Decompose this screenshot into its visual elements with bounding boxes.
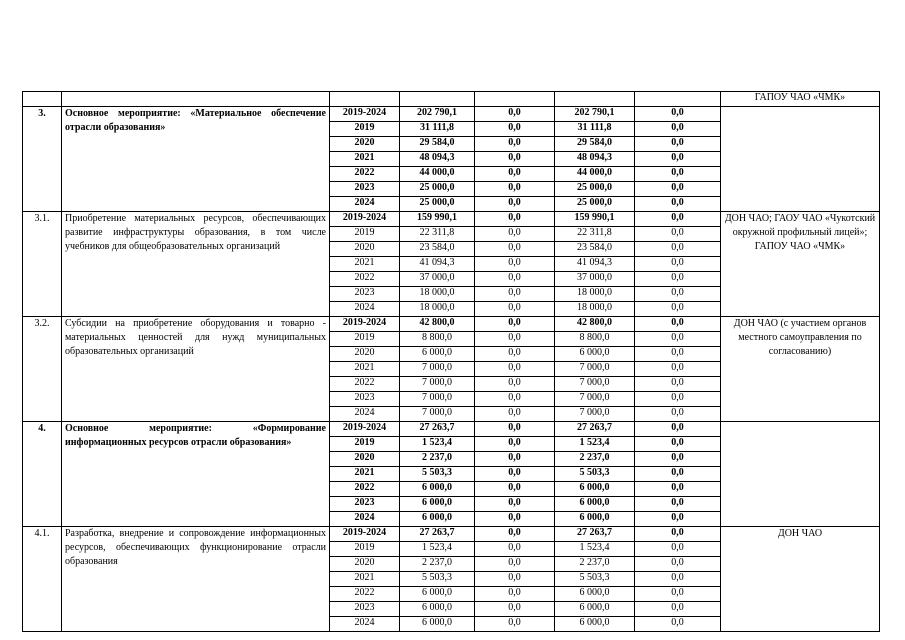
- total-cell: 5 503,3: [400, 572, 475, 587]
- table-row: [23, 107, 880, 122]
- table-row: [23, 527, 880, 542]
- total-cell: 23 584,0: [400, 242, 475, 257]
- other-cell: 0,0: [635, 167, 721, 182]
- federal-cell: 0,0: [475, 452, 555, 467]
- item-number: 3.2.: [23, 317, 62, 422]
- total-cell: 6 000,0: [400, 497, 475, 512]
- other-cell: 0,0: [635, 452, 721, 467]
- other-cell: 0,0: [635, 557, 721, 572]
- regional-cell: 2 237,0: [555, 452, 635, 467]
- total-cell: 7 000,0: [400, 362, 475, 377]
- federal-cell: 0,0: [475, 392, 555, 407]
- federal-cell: 0,0: [475, 272, 555, 287]
- total-cell: 202 790,1: [400, 107, 475, 122]
- other-cell: 0,0: [635, 497, 721, 512]
- regional-cell: 7 000,0: [555, 362, 635, 377]
- regional-cell: 6 000,0: [555, 602, 635, 617]
- total-cell: 22 311,8: [400, 227, 475, 242]
- other-cell: 0,0: [635, 347, 721, 362]
- year-cell: 2024: [330, 197, 400, 212]
- year-cell: 2019: [330, 437, 400, 452]
- other-cell: 0,0: [635, 407, 721, 422]
- federal-cell: 0,0: [475, 107, 555, 122]
- year-cell: 2023: [330, 497, 400, 512]
- other-cell: 0,0: [635, 392, 721, 407]
- responsible-cell: ДОН ЧАО; ГАОУ ЧАО «Чукотский окружной профильный лицей»; ГАПОУ ЧАО «ЧМК»: [721, 212, 880, 317]
- regional-cell: 159 990,1: [555, 212, 635, 227]
- year-cell: 2021: [330, 362, 400, 377]
- other-cell: 0,0: [635, 242, 721, 257]
- federal-cell: 0,0: [475, 422, 555, 437]
- regional-cell: 42 800,0: [555, 317, 635, 332]
- year-cell: 2019-2024: [330, 527, 400, 542]
- year-cell: 2023: [330, 287, 400, 302]
- regional-cell: 41 094,3: [555, 257, 635, 272]
- other-cell: 0,0: [635, 377, 721, 392]
- regional-cell: 5 503,3: [555, 572, 635, 587]
- regional-cell: 27 263,7: [555, 422, 635, 437]
- year-cell: 2020: [330, 137, 400, 152]
- regional-cell: 6 000,0: [555, 512, 635, 527]
- federal-cell: 0,0: [475, 467, 555, 482]
- total-cell: 1 523,4: [400, 542, 475, 557]
- federal-cell: 0,0: [475, 602, 555, 617]
- year-cell: 2019-2024: [330, 107, 400, 122]
- federal-cell: 0,0: [475, 377, 555, 392]
- total-cell: 6 000,0: [400, 587, 475, 602]
- year-cell: 2022: [330, 167, 400, 182]
- item-number: 4.1.: [23, 527, 62, 632]
- year-cell: 2023: [330, 392, 400, 407]
- total-cell: 29 584,0: [400, 137, 475, 152]
- regional-cell: 7 000,0: [555, 377, 635, 392]
- regional-cell: 1 523,4: [555, 542, 635, 557]
- federal-cell: 0,0: [475, 212, 555, 227]
- federal-cell: 0,0: [475, 227, 555, 242]
- year-cell: 2024: [330, 407, 400, 422]
- other-cell: 0,0: [635, 287, 721, 302]
- federal-cell: 0,0: [475, 497, 555, 512]
- federal-cell: 0,0: [475, 137, 555, 152]
- federal-cell: 0,0: [475, 587, 555, 602]
- table-row: [23, 317, 880, 332]
- other-cell: 0,0: [635, 527, 721, 542]
- regional-cell: 6 000,0: [555, 617, 635, 632]
- other-cell: 0,0: [635, 422, 721, 437]
- total-cell: 25 000,0: [400, 197, 475, 212]
- regional-cell: 6 000,0: [555, 482, 635, 497]
- federal-cell: 0,0: [475, 317, 555, 332]
- total-cell: 27 263,7: [400, 527, 475, 542]
- total-cell: 1 523,4: [400, 437, 475, 452]
- year-cell: 2021: [330, 257, 400, 272]
- regional-cell: 5 503,3: [555, 467, 635, 482]
- other-cell: 0,0: [635, 437, 721, 452]
- federal-cell: 0,0: [475, 152, 555, 167]
- responsible-cell: [721, 422, 880, 527]
- federal-cell: 0,0: [475, 287, 555, 302]
- item-title: Приобретение материальных ресурсов, обеспечивающих развитие инфраструктуры образования, в том числе учебников для общеобразовательных организаций: [62, 212, 330, 317]
- regional-cell: 22 311,8: [555, 227, 635, 242]
- federal-cell: 0,0: [475, 617, 555, 632]
- total-cell: 31 111,8: [400, 122, 475, 137]
- year-cell: 2023: [330, 182, 400, 197]
- year-cell: 2022: [330, 377, 400, 392]
- program-table: [22, 91, 880, 632]
- federal-cell: 0,0: [475, 242, 555, 257]
- item-number: 3.: [23, 107, 62, 212]
- federal-cell: 0,0: [475, 437, 555, 452]
- regional-cell: 18 000,0: [555, 287, 635, 302]
- table-row: [23, 212, 880, 227]
- year-cell: 2020: [330, 557, 400, 572]
- regional-cell: 25 000,0: [555, 197, 635, 212]
- total-cell: 25 000,0: [400, 182, 475, 197]
- federal-cell: 0,0: [475, 512, 555, 527]
- year-cell: 2022: [330, 482, 400, 497]
- total-cell: 8 800,0: [400, 332, 475, 347]
- responsible-cell: ДОН ЧАО: [721, 527, 880, 632]
- regional-cell: 2 237,0: [555, 557, 635, 572]
- federal-cell: 0,0: [475, 362, 555, 377]
- regional-cell: 48 094,3: [555, 152, 635, 167]
- year-cell: 2020: [330, 242, 400, 257]
- item-number: 4.: [23, 422, 62, 527]
- regional-cell: 8 800,0: [555, 332, 635, 347]
- year-cell: 2019: [330, 227, 400, 242]
- table-row: [23, 422, 880, 437]
- other-cell: 0,0: [635, 257, 721, 272]
- year-cell: 2019-2024: [330, 317, 400, 332]
- regional-cell: 27 263,7: [555, 527, 635, 542]
- regional-cell: 29 584,0: [555, 137, 635, 152]
- year-cell: 2022: [330, 587, 400, 602]
- item-number: 3.1.: [23, 212, 62, 317]
- total-cell: 41 094,3: [400, 257, 475, 272]
- other-cell: 0,0: [635, 587, 721, 602]
- federal-cell: 0,0: [475, 257, 555, 272]
- regional-cell: 202 790,1: [555, 107, 635, 122]
- other-cell: 0,0: [635, 212, 721, 227]
- year-cell: 2020: [330, 452, 400, 467]
- item-title: Субсидии на приобретение оборудования и товарно - материальных ценностей для нужд муниципальных образовательных организаций: [62, 317, 330, 422]
- total-cell: 6 000,0: [400, 347, 475, 362]
- total-cell: 6 000,0: [400, 617, 475, 632]
- other-cell: 0,0: [635, 272, 721, 287]
- total-cell: 7 000,0: [400, 392, 475, 407]
- year-cell: 2019-2024: [330, 212, 400, 227]
- other-cell: 0,0: [635, 602, 721, 617]
- other-cell: 0,0: [635, 332, 721, 347]
- year-cell: 2022: [330, 272, 400, 287]
- year-cell: 2019-2024: [330, 422, 400, 437]
- total-cell: 5 503,3: [400, 467, 475, 482]
- year-cell: 2023: [330, 602, 400, 617]
- responsible-cell: ДОН ЧАО (с участием органов местного самоуправления по согласованию): [721, 317, 880, 422]
- year-cell: 2024: [330, 617, 400, 632]
- other-cell: 0,0: [635, 227, 721, 242]
- other-cell: 0,0: [635, 542, 721, 557]
- responsible-cell: [721, 107, 880, 212]
- federal-cell: 0,0: [475, 542, 555, 557]
- other-cell: 0,0: [635, 122, 721, 137]
- year-cell: 2024: [330, 512, 400, 527]
- item-title: Основное мероприятие: «Формирование информационных ресурсов отрасли образования»: [62, 422, 330, 527]
- total-cell: 6 000,0: [400, 512, 475, 527]
- other-cell: 0,0: [635, 467, 721, 482]
- total-cell: 37 000,0: [400, 272, 475, 287]
- total-cell: 6 000,0: [400, 602, 475, 617]
- regional-cell: 7 000,0: [555, 407, 635, 422]
- total-cell: 18 000,0: [400, 302, 475, 317]
- item-title: Разработка, внедрение и сопровождение информационных ресурсов, обеспечивающих функционирование отрасли образования: [62, 527, 330, 632]
- total-cell: 2 237,0: [400, 557, 475, 572]
- year-cell: 2019: [330, 332, 400, 347]
- total-cell: 7 000,0: [400, 377, 475, 392]
- federal-cell: 0,0: [475, 347, 555, 362]
- regional-cell: 7 000,0: [555, 392, 635, 407]
- total-cell: 18 000,0: [400, 287, 475, 302]
- year-cell: 2021: [330, 467, 400, 482]
- other-cell: 0,0: [635, 512, 721, 527]
- regional-cell: 1 523,4: [555, 437, 635, 452]
- year-cell: 2019: [330, 122, 400, 137]
- federal-cell: 0,0: [475, 557, 555, 572]
- federal-cell: 0,0: [475, 482, 555, 497]
- year-cell: 2021: [330, 152, 400, 167]
- year-cell: 2020: [330, 347, 400, 362]
- other-cell: 0,0: [635, 182, 721, 197]
- federal-cell: 0,0: [475, 197, 555, 212]
- federal-cell: 0,0: [475, 572, 555, 587]
- total-cell: 7 000,0: [400, 407, 475, 422]
- year-cell: 2019: [330, 542, 400, 557]
- regional-cell: 23 584,0: [555, 242, 635, 257]
- other-cell: 0,0: [635, 152, 721, 167]
- federal-cell: 0,0: [475, 527, 555, 542]
- regional-cell: 25 000,0: [555, 182, 635, 197]
- regional-cell: 6 000,0: [555, 587, 635, 602]
- total-cell: 2 237,0: [400, 452, 475, 467]
- federal-cell: 0,0: [475, 407, 555, 422]
- other-cell: 0,0: [635, 302, 721, 317]
- other-cell: 0,0: [635, 482, 721, 497]
- regional-cell: 44 000,0: [555, 167, 635, 182]
- other-cell: 0,0: [635, 137, 721, 152]
- regional-cell: 37 000,0: [555, 272, 635, 287]
- other-cell: 0,0: [635, 362, 721, 377]
- federal-cell: 0,0: [475, 302, 555, 317]
- total-cell: 159 990,1: [400, 212, 475, 227]
- year-cell: 2021: [330, 572, 400, 587]
- regional-cell: 6 000,0: [555, 497, 635, 512]
- other-cell: 0,0: [635, 617, 721, 632]
- regional-cell: 6 000,0: [555, 347, 635, 362]
- other-cell: 0,0: [635, 197, 721, 212]
- total-cell: 42 800,0: [400, 317, 475, 332]
- other-cell: 0,0: [635, 107, 721, 122]
- header-row: [23, 92, 880, 107]
- other-cell: 0,0: [635, 572, 721, 587]
- responsible-cell: ГАПОУ ЧАО «ЧМК»: [721, 92, 880, 107]
- year-cell: 2024: [330, 302, 400, 317]
- total-cell: 27 263,7: [400, 422, 475, 437]
- total-cell: 48 094,3: [400, 152, 475, 167]
- regional-cell: 18 000,0: [555, 302, 635, 317]
- federal-cell: 0,0: [475, 332, 555, 347]
- total-cell: 6 000,0: [400, 482, 475, 497]
- regional-cell: 31 111,8: [555, 122, 635, 137]
- federal-cell: 0,0: [475, 122, 555, 137]
- item-title: Основное мероприятие: «Материальное обеспечение отрасли образования»: [62, 107, 330, 212]
- other-cell: 0,0: [635, 317, 721, 332]
- federal-cell: 0,0: [475, 182, 555, 197]
- total-cell: 44 000,0: [400, 167, 475, 182]
- federal-cell: 0,0: [475, 167, 555, 182]
